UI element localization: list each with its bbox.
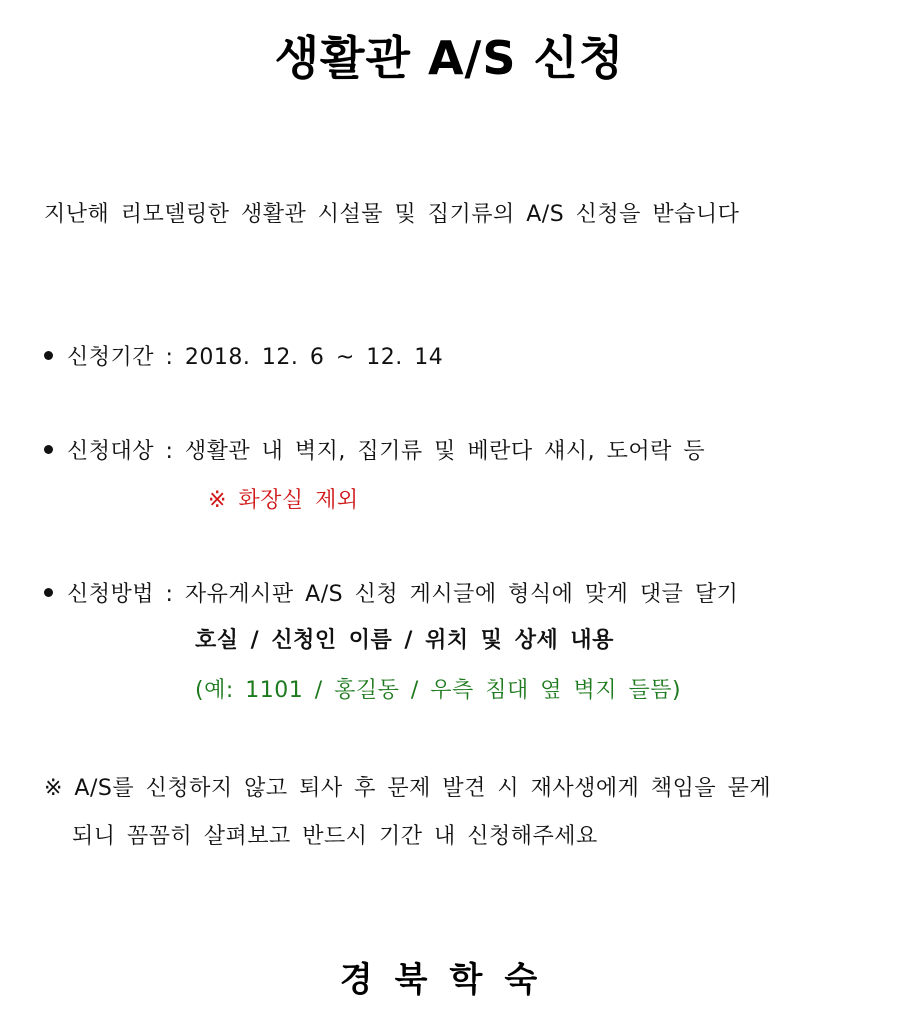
notice-title: 생활관 A/S 신청 <box>274 31 625 85</box>
item-text: 신청대상 : 생활관 내 벽지, 집기류 및 베란다 섀시, 도어락 등 <box>67 439 706 464</box>
organization-signature: 경북학숙 <box>339 960 560 1000</box>
comment-example: (예: 1101 / 홍길동 / 우측 침대 옆 벽지 들뜸) <box>195 678 682 703</box>
warning-line-1: ※ A/S를 신청하지 않고 퇴사 후 문제 발견 시 재사생에게 책임을 묻게 <box>44 776 772 801</box>
item-application-target <box>44 434 705 465</box>
item-application-period <box>44 340 443 371</box>
bullet-icon <box>44 588 53 597</box>
item-application-method <box>44 577 738 608</box>
warning-note <box>44 765 771 861</box>
warning-line-2: 되니 꼼꼼히 살펴보고 반드시 기간 내 신청해주세요 <box>72 824 598 849</box>
exclusion-note: ※ 화장실 제외 <box>208 488 359 513</box>
item-text: 신청방법 : 자유게시판 A/S 신청 게시글에 형식에 맞게 댓글 달기 <box>67 582 739 607</box>
comment-format: 호실 / 신청인 이름 / 위치 및 상세 내용 <box>195 628 614 653</box>
bullet-icon <box>44 351 53 360</box>
item-text: 신청기간 : 2018. 12. 6 ~ 12. 14 <box>67 345 444 370</box>
notice-intro: 지난해 리모델링한 생활관 시설물 및 집기류의 A/S 신청을 받습니다 <box>44 202 740 227</box>
bullet-icon <box>44 445 53 454</box>
